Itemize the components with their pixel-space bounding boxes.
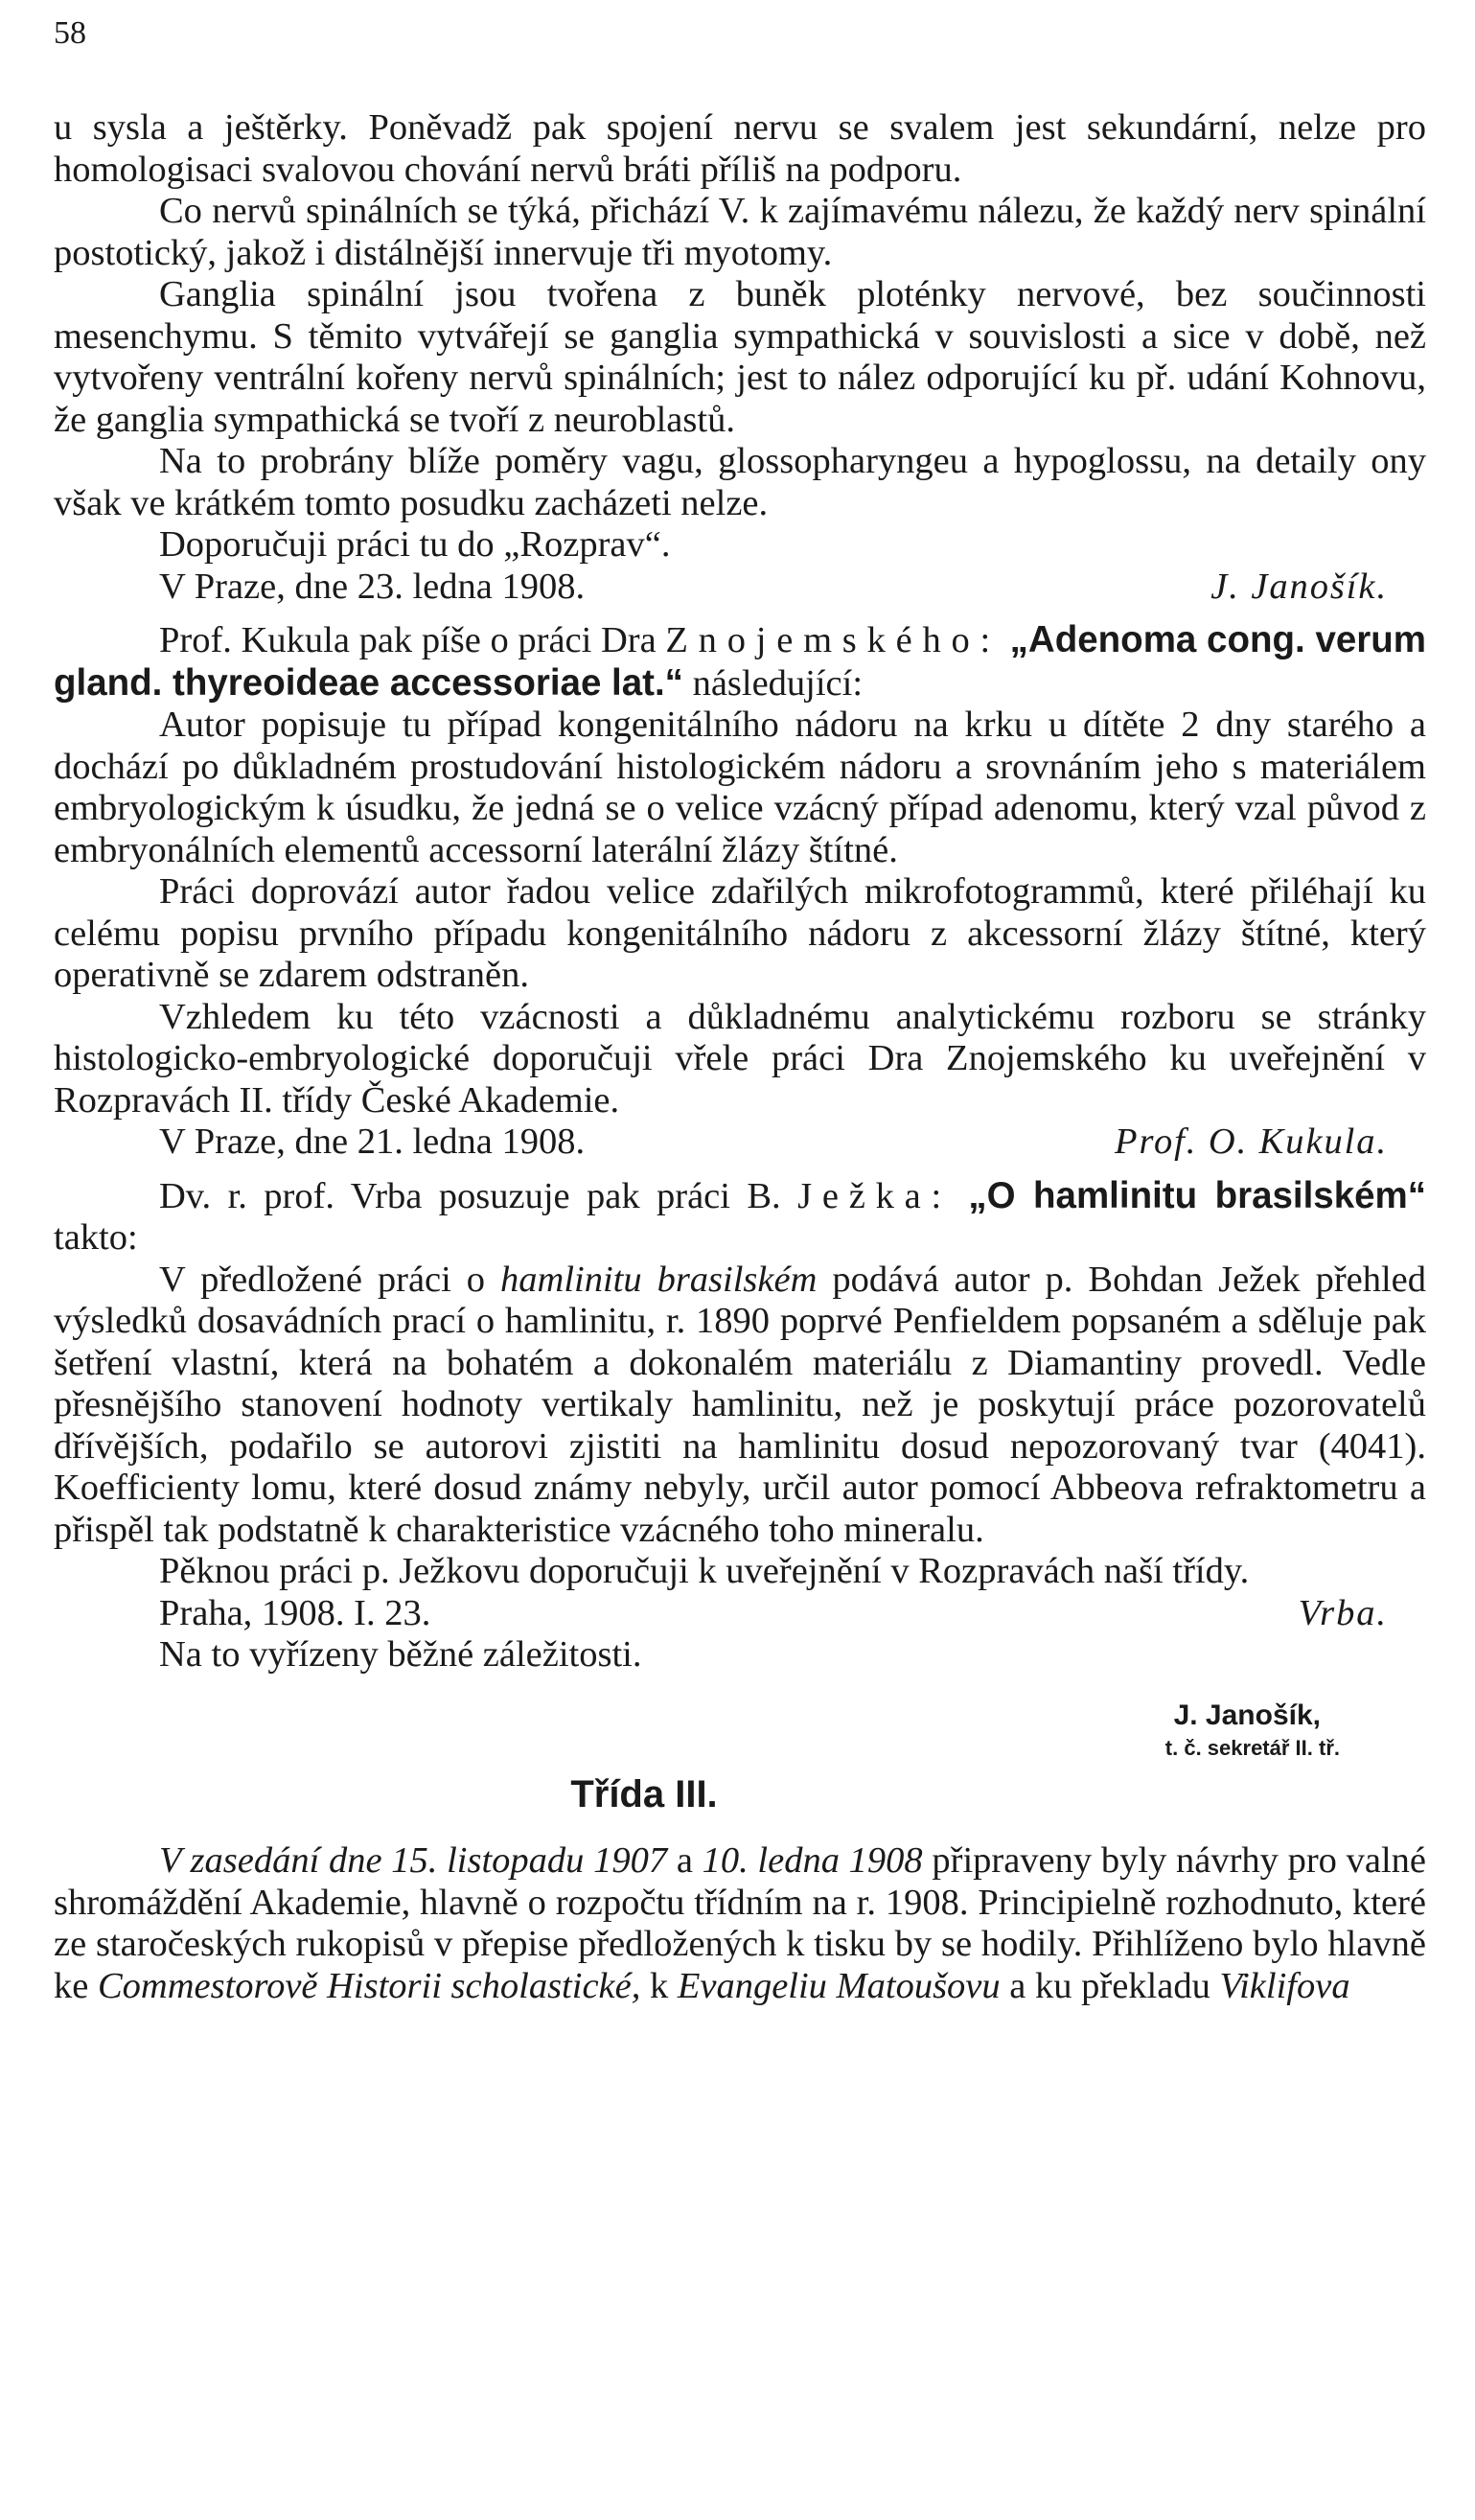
text-run: V předložené práci o — [159, 1259, 486, 1300]
italic-run: Viklifova — [1219, 1965, 1350, 2006]
paragraph: Na to vyřízeny běžné záležitosti. — [159, 1634, 642, 1675]
signature-place-date: V Praze, dne 21. ledna 1908. — [159, 1121, 586, 1162]
signature-line — [54, 1121, 1426, 1164]
signature-name: J. Janošík. — [1210, 566, 1388, 607]
signature-place-date: Praha, 1908. I. 23. — [159, 1592, 431, 1633]
paragraph: Práci doprovází autor řadou velice zdařilých mikrofotogrammů, které přiléhají ku celému popisu prvního případu kongenitálního nádoru z akcessorní žlázy štítné, který operativně se zdarem odstraněn. — [54, 871, 1426, 995]
text-run: podává autor p. Bohdan Ježek přehled výsledků dosavádních prací o hamlinitu, r. 1890 poprvé Penfieldem popsaném a sděluje pak šetření vlastní, která na bohatém a dokonalém materiálu z Diamantiny provedl. Vedle přesnějšího stanovení hodnoty vertikaly hamlinitu, než je poskytují práce pozorovatelů dřívějších, podařilo se autorovi zjistiti na hamlinitu dosud nepozorovaný tvar (4041). Koefficienty lomu, které dosud známy nebyly, určil autor pomocí Abbeova refraktometru a přispěl tak podstatně k charakteristice vzácného toho mineralu. — [54, 1259, 1427, 1550]
paragraph: Co nervů spinálních se týká, přichází V. k zajímavému nálezu, že každý nerv spinální postotický, jakož i distálnější innervuje tři myotomy. — [54, 191, 1426, 273]
paragraph: Doporučuji práci tu do „Rozprav“. — [159, 524, 671, 565]
paragraph: Ganglia spinální jsou tvořena z buněk ploténky nervové, bez součinnosti mesenchymu. S těmito vytvářejí se ganglia sympathická v souvislosti a sice v době, než vytvořeny ventrální kořeny nervů spinálních; jest to nález odporující ku př. udání Kohnovu, že ganglia sympathická se tvoří z neuroblastů. — [54, 274, 1426, 440]
secretary-role: t. č. sekretář II. tř. — [1164, 1735, 1340, 1760]
review-intro — [54, 619, 1426, 705]
secretary-name: J. Janošík, — [1173, 1699, 1321, 1731]
paragraph: Na to probrány blíže poměry vagu, glossopharyngeu a hypoglossu, na detaily ony však ve krátkém tomto posudku zacházeti nelze. — [54, 441, 1426, 523]
signature-line — [54, 566, 1426, 609]
work-title: „O hamlinitu brasilském“ — [968, 1174, 1427, 1216]
signature-place-date: V Praze, dne 23. ledna 1908. — [159, 566, 586, 607]
paragraph — [54, 1840, 1426, 2007]
paragraph: Autor popisuje tu případ kongenitálního nádoru na krku u dítěte 2 dny starého a dochází po důkladném prostudování histologickém nádoru a srovnáním jeho s materiálem embryologickým k úsudku, že jedná se o velice vzácný případ adenomu, který vzal původ z embryonálních elementů accessorní laterální žlázy štítné. — [54, 705, 1426, 870]
review-intro-after: následující: — [692, 662, 864, 704]
italic-run: Commestorově Historii scholastické, — [97, 1965, 641, 2006]
page-number: 58 — [54, 15, 86, 51]
review-intro-text: Prof. Kukula pak píše o práci Dra — [159, 620, 657, 660]
text-run: a ku překladu — [1009, 1965, 1210, 2006]
text-run: a — [676, 1840, 693, 1881]
italic-run: V zasedání dne 15. listopadu 1907 — [159, 1840, 668, 1881]
italic-run: 10. ledna 1908 — [702, 1840, 923, 1881]
author-name: Znojemského: — [665, 620, 1002, 660]
paragraph: Vzhledem ku této vzácnosti a důkladnému analytickému rozboru se stránky histologicko-embryologické doporučuji vřele práci Dra Znojemského ku uveřejnění v Rozpravách II. třídy České Akademie. — [54, 996, 1426, 1121]
secretary-signature — [54, 1699, 1426, 1765]
author-name: Ježka: — [797, 1175, 952, 1216]
document-body — [54, 107, 1426, 2007]
signature-name: Vrba. — [1298, 1592, 1388, 1633]
signature-line — [54, 1593, 1426, 1635]
text-run: k — [649, 1965, 669, 2006]
section-heading: Třída III. — [570, 1772, 718, 1815]
paragraph: Pěknou práci p. Ježkovu doporučuji k uveřejnění v Rozpravách naší třídy. — [159, 1551, 1250, 1591]
work-title: „Adenoma cong. verum gland. thyreoideae accessoriae lat.“ — [54, 619, 1427, 704]
italic-run: hamlinitu brasilském — [500, 1259, 818, 1300]
paragraph: u sysla a ještěrky. Poněvadž pak spojení nervu se svalem jest sekundární, nelze pro homologisaci svalovou chování nervů bráti příliš na podporu. — [54, 107, 1426, 190]
paragraph — [54, 1260, 1426, 1552]
review-intro — [54, 1175, 1426, 1260]
review-intro-text: Dv. r. prof. Vrba posuzuje pak práci B. — [159, 1175, 781, 1216]
italic-run: Evangeliu Matoušovu — [677, 1965, 1001, 2006]
review-intro-after: takto: — [54, 1217, 138, 1258]
text-run: připraveny byly návrhy pro valné shromáždění Akademie, hlavně o rozpočtu třídním na r. 1908. Principielně rozhodnuto, které ze staročeských rukopisů v přepise předložených k tisku by se hodily. Přihlíženo bylo hlavně ke — [54, 1840, 1426, 2006]
signature-name: Prof. O. Kukula. — [1115, 1121, 1388, 1162]
